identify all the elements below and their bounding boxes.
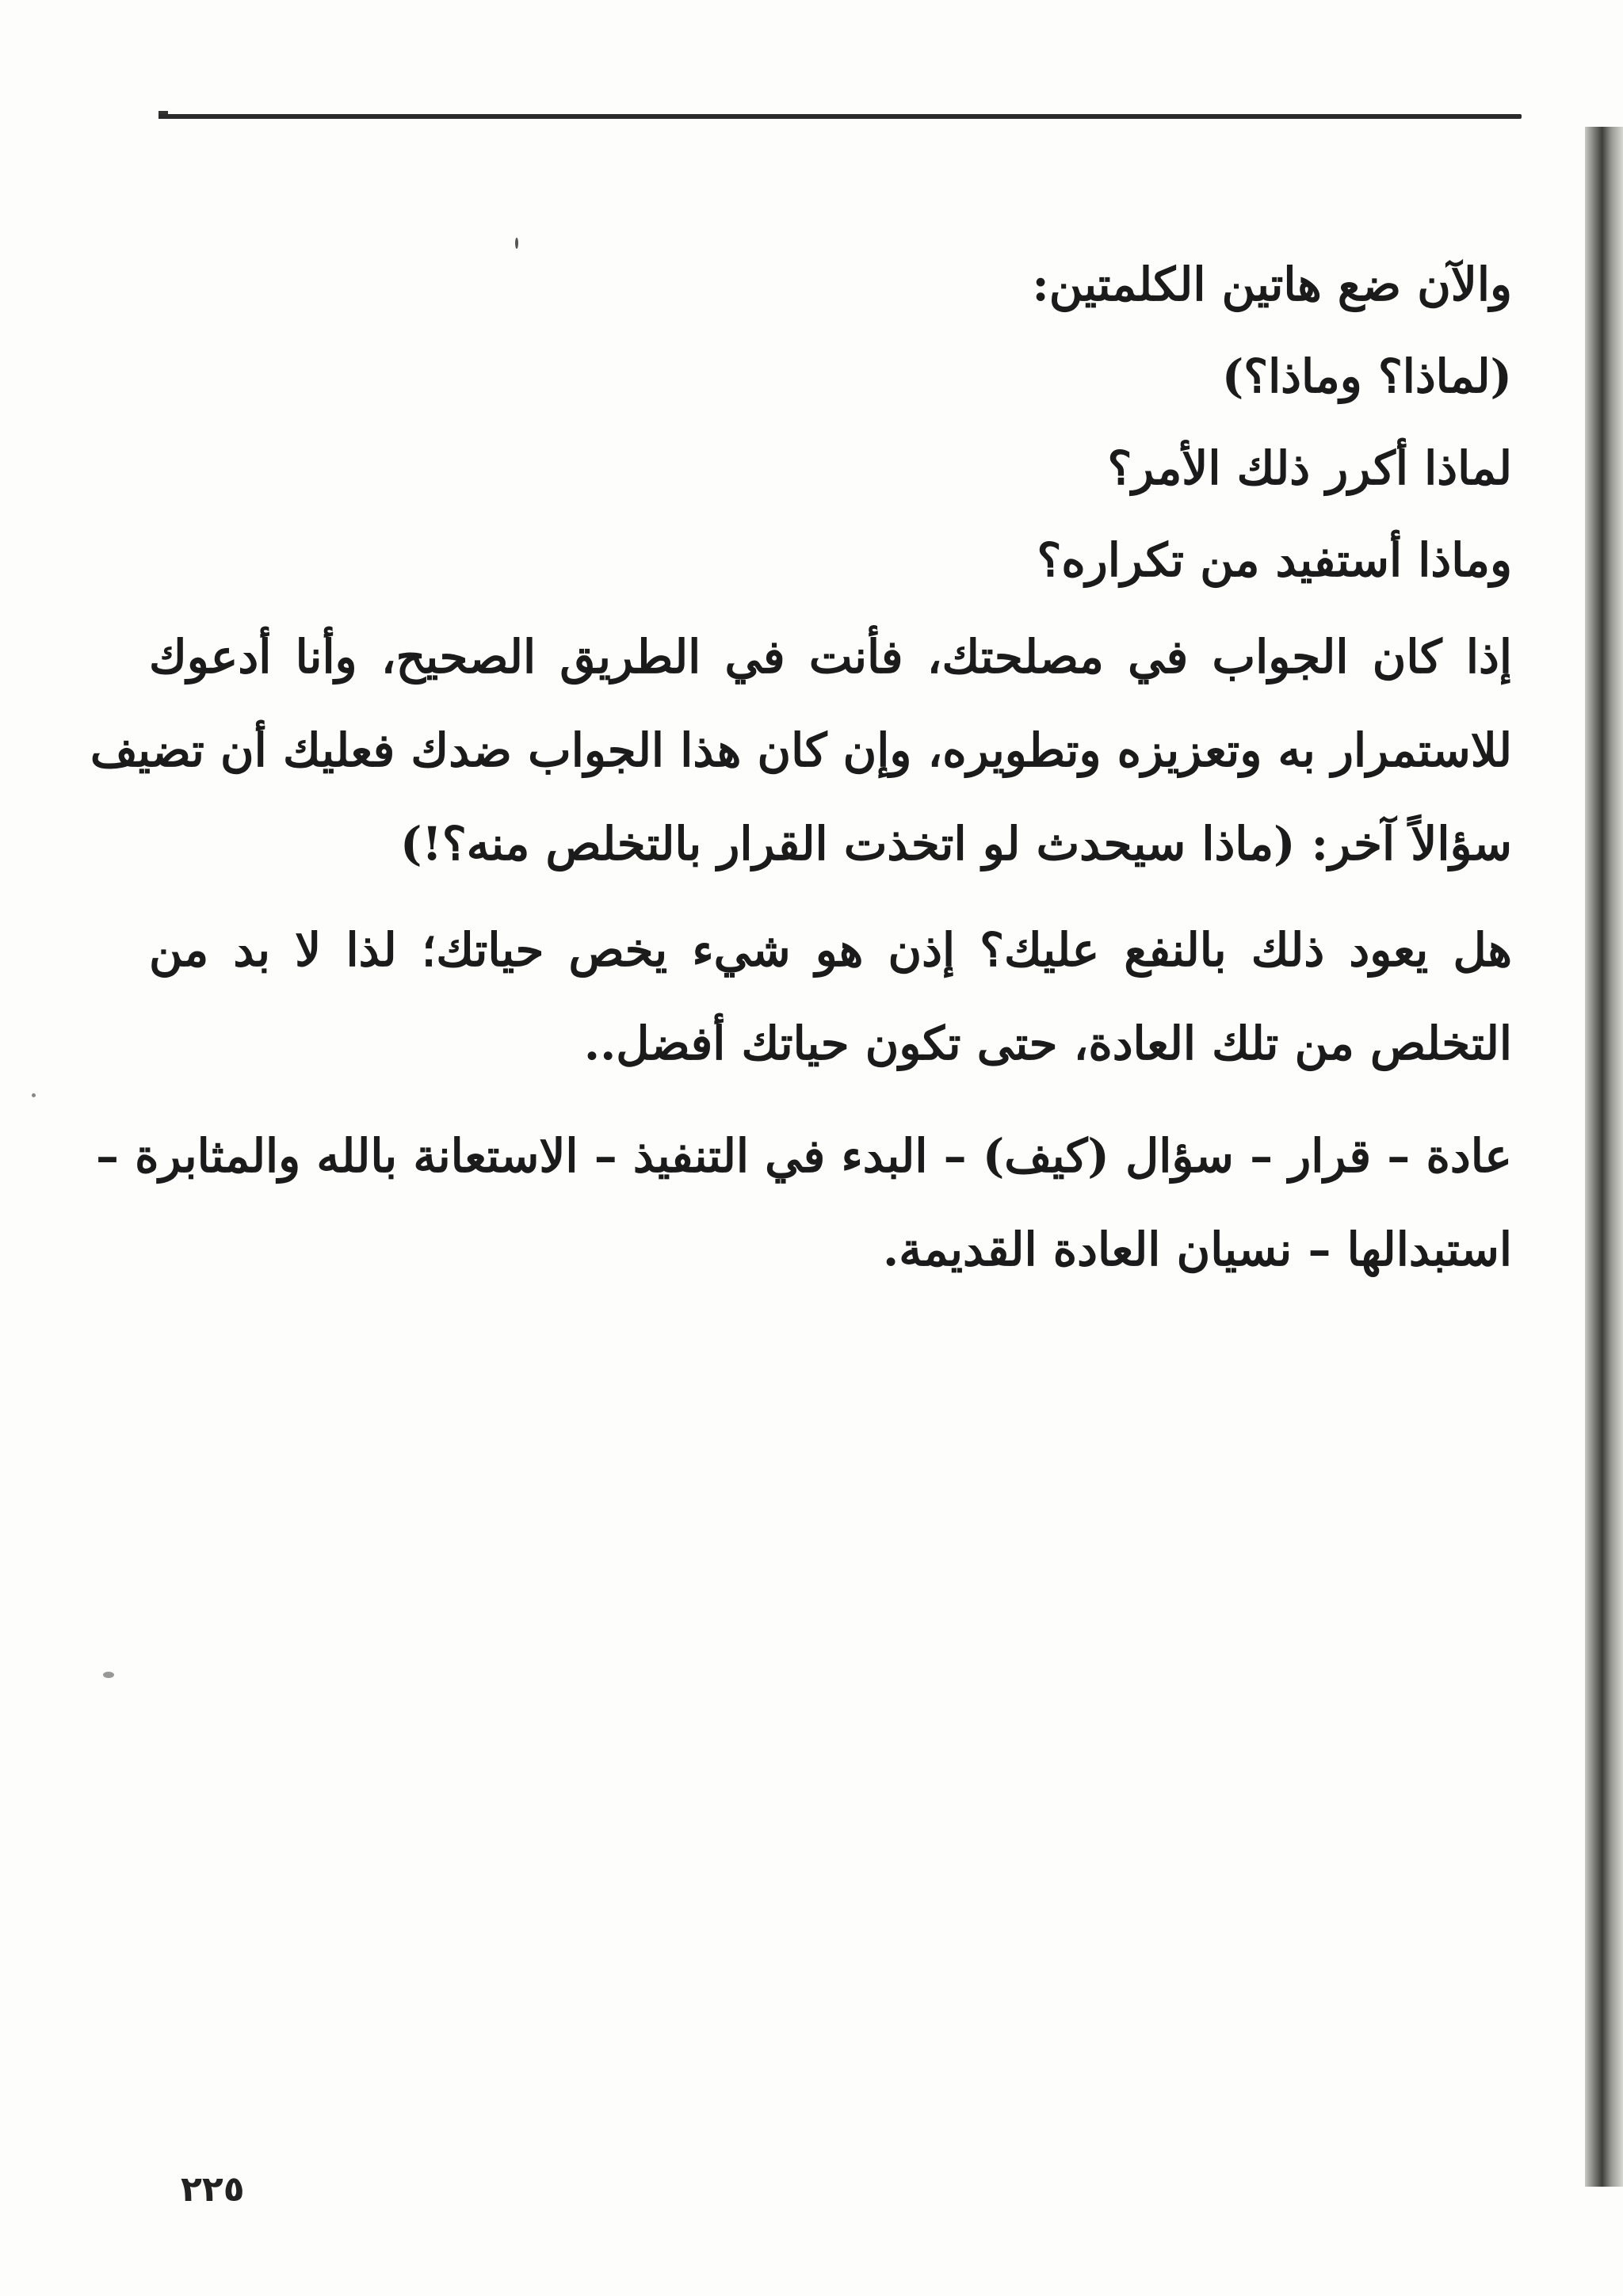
header-rule — [158, 114, 1522, 119]
paragraph-3-line-1: عادة – قرار – سؤال (كيف) – البدء في التنفيذ – الاستعانة بالله والمثابرة – — [95, 1129, 1512, 1183]
intro-line-1: والآن ضع هاتين الكلمتين: — [1032, 257, 1512, 311]
paragraph-2 — [149, 923, 1512, 1070]
scan-speck — [515, 238, 518, 249]
intro-line-2: (لماذا؟ وماذا؟) — [1221, 349, 1512, 403]
intro-line-3: لماذا أكرر ذلك الأمر؟ — [1107, 441, 1512, 495]
paragraph-1-line-3: سؤالاً آخر: (ماذا سيحدث لو اتخذت القرار بالتخلص منه؟!) — [399, 817, 1512, 871]
intro-line-4: وماذا أستفيد من تكراره؟ — [1037, 533, 1512, 587]
scan-speck — [32, 1093, 36, 1097]
paragraph-3 — [95, 1129, 1512, 1276]
paragraph-2-line-1: هل يعود ذلك بالنفع عليك؟ إذن هو شيء يخص حياتك؛ لذا لا بد من — [149, 923, 1512, 977]
book-spine-edge — [1585, 127, 1623, 2187]
scan-speck — [103, 1672, 114, 1678]
intro-lines — [149, 257, 1512, 587]
paragraph-1-line-1: إذا كان الجواب في مصلحتك، فأنت في الطريق الصحيح، وأنا أدعوك — [149, 630, 1512, 684]
paragraph-1 — [90, 630, 1512, 871]
paragraph-1-line-2: للاستمرار به وتعزيزه وتطويره، وإن كان هذا الجواب ضدك فعليك أن تضيف — [90, 723, 1512, 777]
paragraph-3-line-2: استبدالها – نسيان العادة القديمة. — [883, 1222, 1512, 1276]
page-number: ٢٢٥ — [181, 2169, 245, 2210]
paragraph-2-line-2: التخلص من تلك العادة، حتى تكون حياتك أفضل.. — [583, 1016, 1512, 1070]
